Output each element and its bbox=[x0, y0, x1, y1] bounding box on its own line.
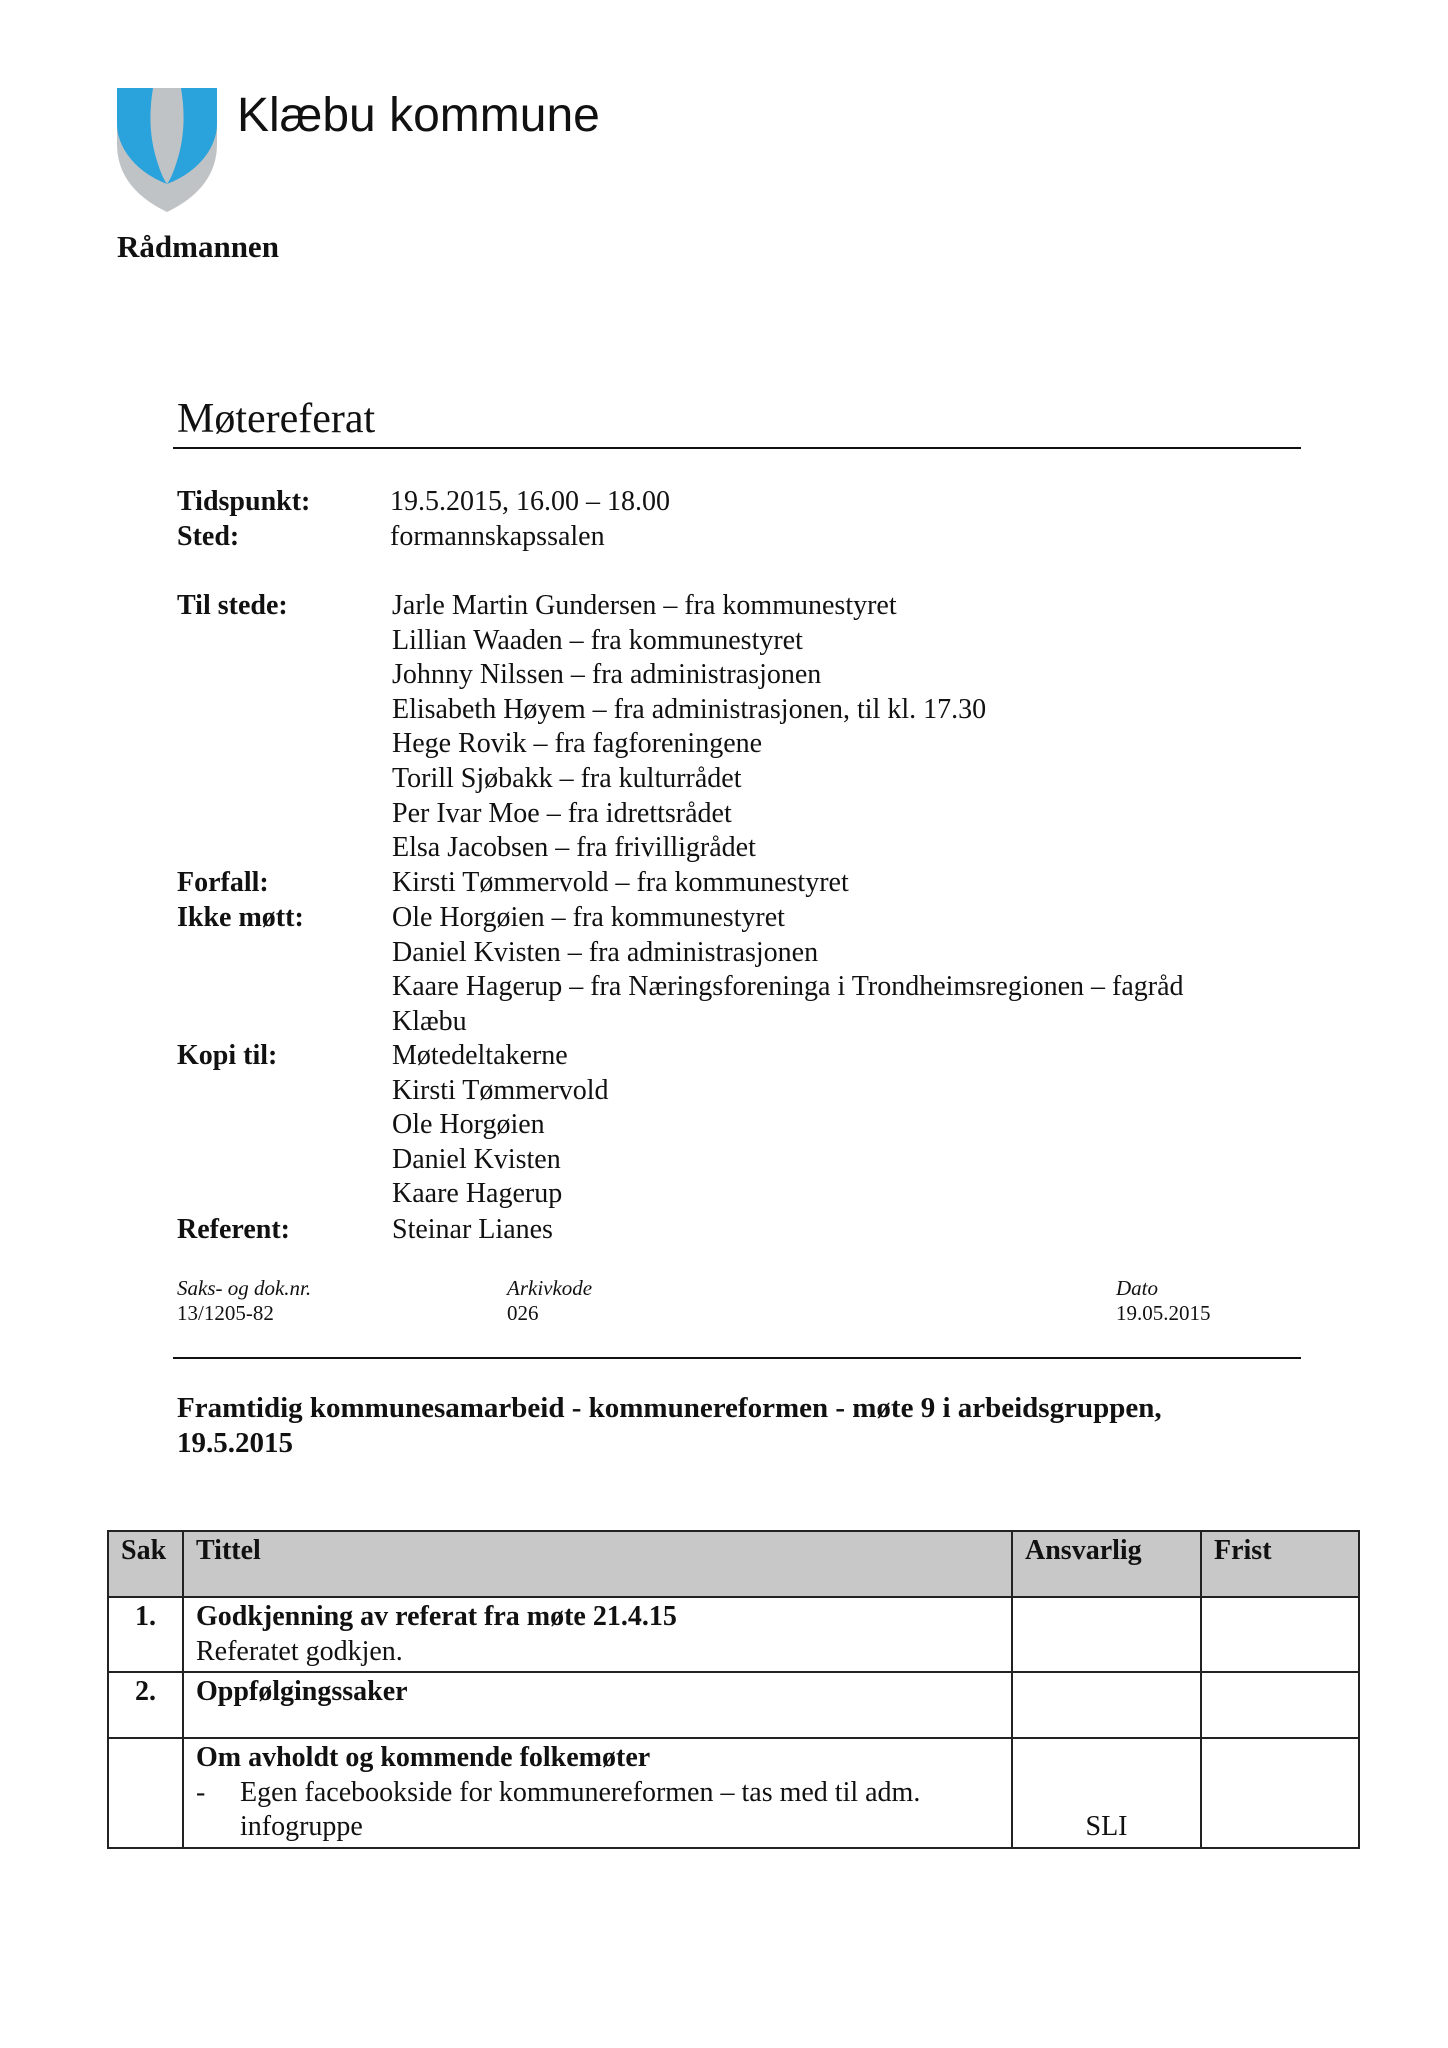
forfall-list bbox=[392, 866, 849, 901]
tidspunkt-label: Tidspunkt: bbox=[177, 486, 311, 517]
table-row bbox=[108, 1597, 1359, 1672]
copy-recipient: Kirsti Tømmervold bbox=[392, 1074, 609, 1106]
saksnr-value: 13/1205-82 bbox=[177, 1301, 274, 1325]
referent-value: Steinar Lianes bbox=[392, 1214, 553, 1245]
ikke-mott-list bbox=[392, 901, 1184, 1039]
dato-label: Dato bbox=[1116, 1276, 1158, 1300]
attendee: Torill Sjøbakk – fra kulturrådet bbox=[392, 762, 742, 794]
attendee: Lillian Waaden – fra kommunestyret bbox=[392, 624, 803, 656]
attendee: Elisabeth Høyem – fra administrasjonen, til kl. 17.30 bbox=[392, 693, 987, 725]
dato-value: 19.05.2015 bbox=[1116, 1301, 1211, 1325]
col-header-frist: Frist bbox=[1201, 1531, 1359, 1597]
docref-divider bbox=[173, 1357, 1301, 1359]
referent-label: Referent: bbox=[177, 1214, 290, 1245]
attendee: Hege Rovik – fra fagforeningene bbox=[392, 728, 763, 760]
til-stede-list bbox=[392, 589, 986, 866]
sak-number bbox=[108, 1738, 183, 1848]
tidspunkt-value: 19.5.2015, 16.00 – 18.00 bbox=[390, 486, 670, 517]
ansvarlig-cell bbox=[1012, 1672, 1201, 1738]
table-row bbox=[108, 1738, 1359, 1848]
item-text: Referatet godkjen. bbox=[196, 1635, 403, 1667]
no-show: Ole Horgøien – fra kommunestyret bbox=[392, 902, 785, 933]
til-stede-label: Til stede: bbox=[177, 590, 288, 621]
bullet-item bbox=[196, 1776, 999, 1845]
attendee: Elsa Jacobsen – fra frivilligrådet bbox=[392, 832, 756, 864]
arkivkode-label: Arkivkode bbox=[507, 1276, 593, 1300]
copy-recipient: Møtedeltakerne bbox=[392, 1040, 568, 1071]
frist-cell bbox=[1201, 1672, 1359, 1738]
sted-label: Sted: bbox=[177, 521, 240, 552]
attendee: Jarle Martin Gundersen – fra kommunestyret bbox=[392, 590, 897, 621]
table-header-row bbox=[108, 1531, 1359, 1597]
item-title: Om avholdt og kommende folkemøter bbox=[196, 1742, 651, 1773]
ansvarlig-cell bbox=[1012, 1597, 1201, 1672]
no-show: Klæbu bbox=[392, 1005, 467, 1037]
sted-value: formannskapssalen bbox=[390, 521, 605, 552]
item-cell bbox=[183, 1738, 1012, 1848]
col-header-tittel: Tittel bbox=[183, 1531, 1012, 1597]
department-name: Rådmannen bbox=[117, 229, 279, 264]
forfall-label: Forfall: bbox=[177, 867, 269, 898]
arkivkode-value: 026 bbox=[507, 1301, 539, 1325]
bullet-dash: - bbox=[196, 1776, 206, 1808]
copy-recipient: Daniel Kvisten bbox=[392, 1143, 561, 1175]
copy-recipient: Ole Horgøien bbox=[392, 1109, 545, 1141]
klaebu-coat-of-arms-logo bbox=[113, 84, 221, 214]
absentee: Kirsti Tømmervold – fra kommunestyret bbox=[392, 867, 849, 898]
item-cell bbox=[183, 1597, 1012, 1672]
title-divider bbox=[173, 447, 1301, 449]
ansvarlig-cell: SLI bbox=[1012, 1738, 1201, 1848]
bullet-text: Egen facebookside for kommunereformen – tas med til adm. infogruppe bbox=[240, 1776, 921, 1842]
municipality-name: Klæbu kommune bbox=[237, 89, 600, 142]
no-show: Daniel Kvisten – fra administrasjonen bbox=[392, 936, 819, 968]
frist-cell bbox=[1201, 1597, 1359, 1672]
meeting-subject: Framtidig kommunesamarbeid - kommunereformen - møte 9 i arbeidsgruppen, 19.5.2015 bbox=[177, 1392, 1162, 1459]
kopi-til-label: Kopi til: bbox=[177, 1040, 278, 1071]
col-header-ansvarlig: Ansvarlig bbox=[1012, 1531, 1201, 1597]
attendee: Johnny Nilssen – fra administrasjonen bbox=[392, 659, 822, 691]
attendee: Per Ivar Moe – fra idrettsrådet bbox=[392, 797, 732, 829]
copy-recipient: Kaare Hagerup bbox=[392, 1178, 563, 1210]
item-title: Oppfølgingssaker bbox=[196, 1676, 408, 1707]
document-title: Møtereferat bbox=[177, 396, 376, 442]
col-header-sak: Sak bbox=[108, 1531, 183, 1597]
saksnr-label: Saks- og dok.nr. bbox=[177, 1276, 312, 1300]
ikke-mott-label: Ikke møtt: bbox=[177, 902, 304, 933]
agenda-table bbox=[107, 1530, 1360, 1849]
item-title: Godkjenning av referat fra møte 21.4.15 bbox=[196, 1601, 677, 1632]
no-show: Kaare Hagerup – fra Næringsforeninga i Trondheimsregionen – fagråd bbox=[392, 971, 1184, 1003]
table-row bbox=[108, 1672, 1359, 1738]
sak-number: 1. bbox=[108, 1597, 183, 1672]
kopi-til-list bbox=[392, 1039, 608, 1212]
sak-number: 2. bbox=[108, 1672, 183, 1738]
frist-cell bbox=[1201, 1738, 1359, 1848]
item-cell bbox=[183, 1672, 1012, 1738]
